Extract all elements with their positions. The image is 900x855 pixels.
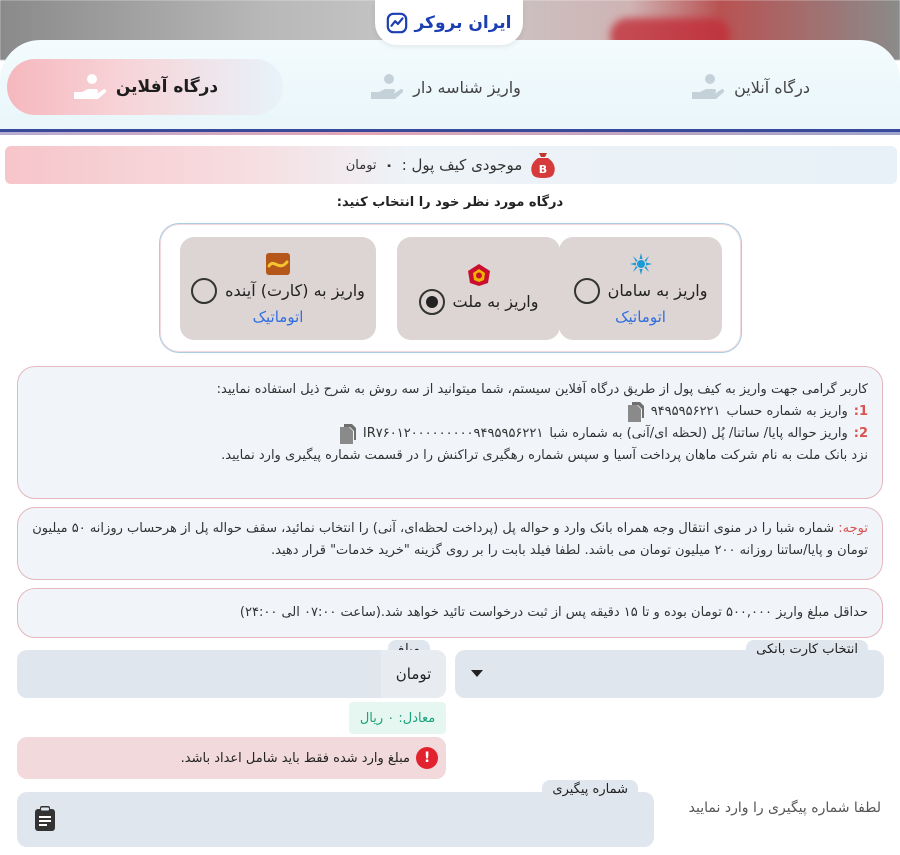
- hand-coin-icon: [690, 72, 724, 102]
- deposit-methods-info: [17, 366, 883, 499]
- alert-icon: !: [416, 747, 438, 769]
- clipboard-icon[interactable]: [33, 806, 57, 832]
- tab-online-gateway[interactable]: [680, 59, 820, 115]
- note-label: توجه:: [838, 521, 868, 536]
- gateway-radio-saman[interactable]: [574, 278, 600, 304]
- wallet-label: موجودی کیف پول :: [401, 156, 523, 174]
- brand-logo-text: ایران بروکر: [414, 12, 512, 33]
- tracking-number-input[interactable]: [73, 792, 643, 847]
- methods-intro: [32, 379, 868, 401]
- wallet-unit: تومان: [345, 157, 377, 173]
- gateway-sub-label: اتوماتیک: [615, 307, 666, 326]
- method-account-text: واریز به شماره حساب: [726, 404, 848, 419]
- wallet-balance: [5, 146, 897, 184]
- gateway-label: واریز به ملت: [452, 292, 539, 311]
- tab-label: واریز شناسه دار: [413, 77, 521, 97]
- saman-bank-icon: [628, 252, 654, 276]
- gateway-label: واریز به (کارت) آینده: [225, 281, 365, 300]
- gateway-tabs: [0, 40, 900, 132]
- gateway-select-title: درگاه مورد نظر خود را انتخاب کنید:: [336, 195, 564, 210]
- tracking-label: شماره پیگیری: [542, 780, 638, 800]
- trend-chart-icon: [386, 12, 408, 34]
- hand-coin-icon: [369, 72, 403, 102]
- methods-intro-text: کاربر گرامی جهت واریز به کیف پول از طریق درگاه آفلاین سیستم، شما میتوانید از سه روش به شرح ذیل استفاده نمایید:: [216, 382, 868, 397]
- copy-icon[interactable]: [339, 423, 357, 445]
- amount-error-text: مبلغ وارد شده فقط باید شامل اعداد باشد.: [180, 750, 410, 766]
- minimum-deposit-info: [17, 588, 883, 638]
- wallet-value: ۰: [384, 156, 394, 174]
- hand-coin-icon: [72, 72, 106, 102]
- methods-footer: [32, 445, 868, 467]
- sheba-number: IR۷۶۰۱۲۰۰۰۰۰۰۰۰۰۹۴۹۵۹۵۶۲۲۱: [362, 426, 544, 441]
- note-text: شماره شبا را در منوی انتقال وجه همراه بانک وارد و حواله پل (پرداخت لحظه‌ای، آنی) را انتخاب نمائید، سقف حواله پل از هرحساب روزانه ۵۰ میلیون تومان و پایا/ساتنا روزانه ۲۰۰ میلیون تومان می باشد. لطفا فیلد بابت را بر روی گزینه "خرید خدمات" قرار دهید.: [32, 521, 868, 558]
- gateway-radio-ayandeh[interactable]: [191, 278, 217, 304]
- copy-icon[interactable]: [627, 401, 645, 423]
- bitcoin-bag-icon: [530, 151, 556, 179]
- gateway-option-ayandeh[interactable]: [180, 237, 376, 340]
- tab-label: درگاه آفلاین: [115, 77, 219, 97]
- tab-offline-gateway[interactable]: [7, 59, 283, 115]
- method-sheba-text: واریز حواله پایا/ ساتنا/ پُل (لحظه ای/آنی) به شماره شبا: [549, 426, 848, 441]
- gateway-label: واریز به سامان: [607, 281, 708, 300]
- amount-unit: تومان: [381, 650, 446, 698]
- tab-label: درگاه آنلاین: [734, 77, 810, 97]
- bank-card-label: انتخاب کارت بانکی: [746, 640, 868, 660]
- method-number: 2:: [853, 426, 868, 441]
- gateway-options: [159, 223, 742, 353]
- rial-equivalent: معادل: ۰ ریال: [349, 702, 446, 734]
- brand-logo[interactable]: [375, 0, 523, 45]
- tab-id-deposit[interactable]: [360, 59, 530, 115]
- mellat-bank-icon: [466, 263, 492, 287]
- method-account: [32, 401, 868, 423]
- method-sheba: [32, 423, 868, 445]
- chevron-down-icon[interactable]: [471, 670, 483, 677]
- account-number: ۹۴۹۵۹۵۶۲۲۱: [650, 404, 721, 419]
- tracking-hint: لطفا شماره پیگیری را وارد نمایید: [688, 800, 881, 816]
- svg-text:B: B: [539, 163, 548, 176]
- ayandeh-bank-icon: [265, 252, 291, 276]
- gateway-option-saman[interactable]: [559, 237, 722, 340]
- bank-card-select[interactable]: [455, 642, 884, 698]
- amount-field: [17, 650, 446, 698]
- gateway-option-mellat[interactable]: [397, 237, 560, 340]
- method-number: 1:: [853, 404, 868, 419]
- minimum-text: حداقل مبلغ واریز ۵۰۰,۰۰۰ تومان بوده و تا ۱۵ دقیقه پس از ثبت درخواست تائید خواهد شد.(ساعت ۰۷:۰۰ الی ۲۴:۰۰): [239, 605, 868, 620]
- amount-error: [17, 737, 446, 779]
- amount-input[interactable]: [17, 650, 381, 698]
- gateway-sub-label: اتوماتیک: [252, 307, 304, 326]
- methods-footer-text: نزد بانک ملت به نام شرکت ماهان پرداخت آسیا و سپس شماره رهگیری تراکنش را در قسمت شماره پیگیری وارد نمایید.: [221, 448, 868, 463]
- transfer-note: [17, 507, 883, 580]
- tracking-number-field: [17, 782, 654, 847]
- gateway-radio-mellat[interactable]: [419, 289, 445, 315]
